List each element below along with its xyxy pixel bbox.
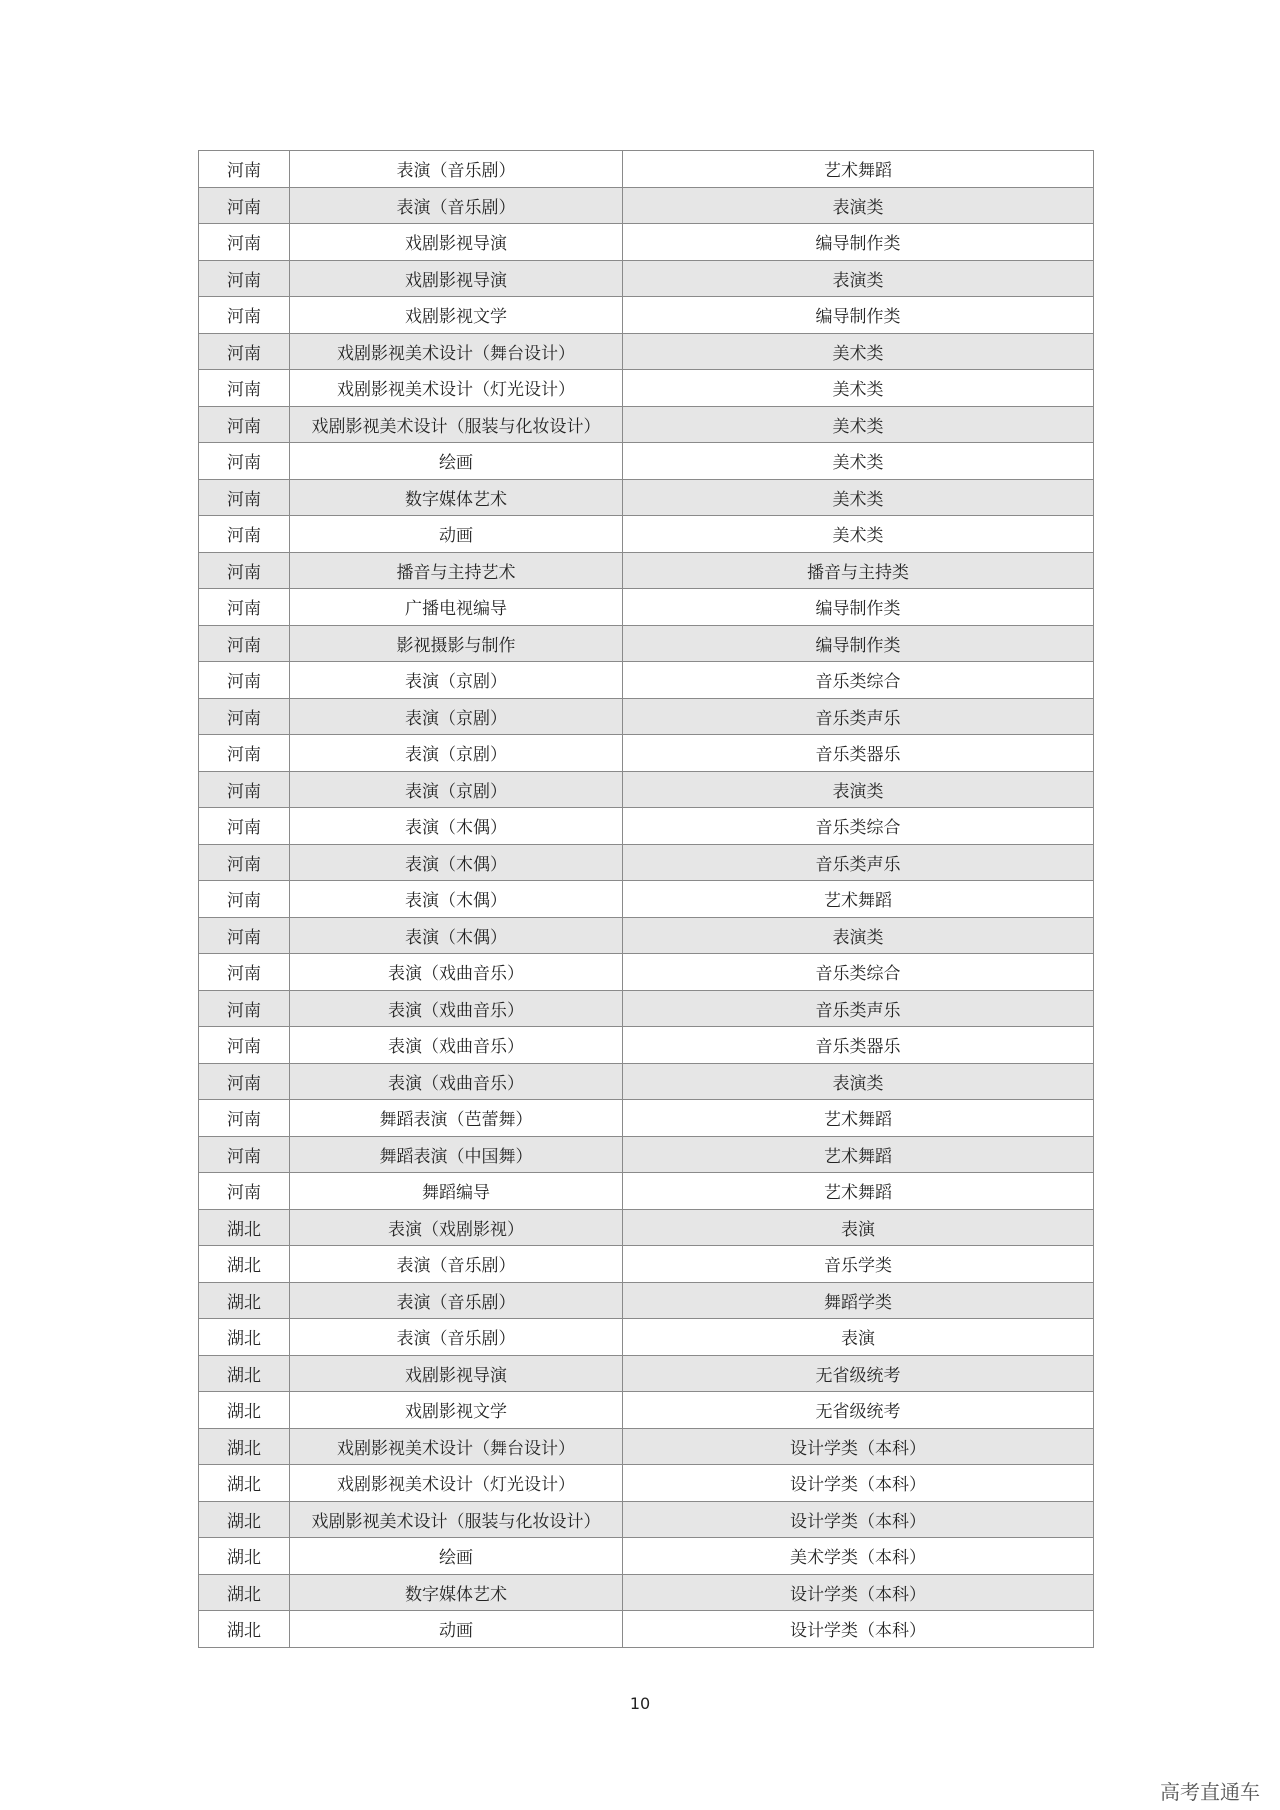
province-cell: 河南 xyxy=(199,808,290,845)
province-cell: 湖北 xyxy=(199,1209,290,1246)
major-cell: 动画 xyxy=(290,516,623,553)
major-cell: 表演（京剧） xyxy=(290,662,623,699)
table-row xyxy=(199,1100,1094,1137)
major-cell: 表演（木偶） xyxy=(290,917,623,954)
exam-category-cell: 表演类 xyxy=(623,771,1094,808)
major-cell: 戏剧影视导演 xyxy=(290,224,623,261)
major-cell: 戏剧影视美术设计（服装与化妆设计） xyxy=(290,1501,623,1538)
major-cell: 表演（音乐剧） xyxy=(290,1282,623,1319)
major-cell: 数字媒体艺术 xyxy=(290,1574,623,1611)
province-cell: 湖北 xyxy=(199,1392,290,1429)
table-row xyxy=(199,844,1094,881)
exam-category-cell: 设计学类（本科） xyxy=(623,1611,1094,1648)
exam-category-cell: 艺术舞蹈 xyxy=(623,1100,1094,1137)
exam-category-cell: 音乐类综合 xyxy=(623,662,1094,699)
exam-category-cell: 音乐类综合 xyxy=(623,954,1094,991)
exam-category-cell: 音乐类器乐 xyxy=(623,1027,1094,1064)
province-cell: 湖北 xyxy=(199,1319,290,1356)
province-cell: 湖北 xyxy=(199,1574,290,1611)
province-cell: 湖北 xyxy=(199,1501,290,1538)
major-cell: 戏剧影视美术设计（灯光设计） xyxy=(290,370,623,407)
table-row xyxy=(199,1209,1094,1246)
major-cell: 表演（京剧） xyxy=(290,698,623,735)
table-body xyxy=(199,151,1094,1648)
province-cell: 河南 xyxy=(199,406,290,443)
table-row xyxy=(199,698,1094,735)
province-cell: 河南 xyxy=(199,297,290,334)
watermark-text: 高考直通车 xyxy=(1160,1780,1260,1804)
province-cell: 河南 xyxy=(199,224,290,261)
province-cell: 湖北 xyxy=(199,1355,290,1392)
exam-category-cell: 艺术舞蹈 xyxy=(623,881,1094,918)
exam-category-cell: 设计学类（本科） xyxy=(623,1428,1094,1465)
exam-category-cell: 艺术舞蹈 xyxy=(623,1136,1094,1173)
table-row xyxy=(199,1538,1094,1575)
table-row xyxy=(199,589,1094,626)
exam-category-cell: 编导制作类 xyxy=(623,589,1094,626)
table-row xyxy=(199,662,1094,699)
exam-category-cell: 编导制作类 xyxy=(623,297,1094,334)
exam-category-cell: 表演 xyxy=(623,1319,1094,1356)
table-row xyxy=(199,1136,1094,1173)
major-cell: 戏剧影视美术设计（舞台设计） xyxy=(290,333,623,370)
table-row xyxy=(199,1428,1094,1465)
province-cell: 河南 xyxy=(199,881,290,918)
major-cell: 表演（戏曲音乐） xyxy=(290,990,623,1027)
exam-category-cell: 设计学类（本科） xyxy=(623,1574,1094,1611)
table-row xyxy=(199,1465,1094,1502)
table-row xyxy=(199,1027,1094,1064)
province-cell: 河南 xyxy=(199,844,290,881)
major-cell: 表演（木偶） xyxy=(290,881,623,918)
major-cell: 数字媒体艺术 xyxy=(290,479,623,516)
major-cell: 表演（戏曲音乐） xyxy=(290,954,623,991)
province-cell: 河南 xyxy=(199,1063,290,1100)
table-row xyxy=(199,406,1094,443)
exam-category-cell: 设计学类（本科） xyxy=(623,1465,1094,1502)
major-cell: 绘画 xyxy=(290,1538,623,1575)
major-cell: 戏剧影视导演 xyxy=(290,1355,623,1392)
major-cell: 表演（木偶） xyxy=(290,844,623,881)
major-cell: 表演（京剧） xyxy=(290,771,623,808)
exam-category-cell: 美术类 xyxy=(623,479,1094,516)
province-cell: 河南 xyxy=(199,552,290,589)
exam-category-cell: 表演类 xyxy=(623,917,1094,954)
table-row xyxy=(199,1063,1094,1100)
exam-category-cell: 美术类 xyxy=(623,333,1094,370)
province-cell: 河南 xyxy=(199,151,290,188)
province-cell: 河南 xyxy=(199,1136,290,1173)
major-cell: 绘画 xyxy=(290,443,623,480)
table-row xyxy=(199,990,1094,1027)
exam-category-cell: 表演类 xyxy=(623,187,1094,224)
province-cell: 湖北 xyxy=(199,1465,290,1502)
table-row xyxy=(199,1319,1094,1356)
major-cell: 戏剧影视文学 xyxy=(290,297,623,334)
table-row xyxy=(199,224,1094,261)
table-row xyxy=(199,954,1094,991)
major-cell: 动画 xyxy=(290,1611,623,1648)
table-row xyxy=(199,297,1094,334)
province-cell: 河南 xyxy=(199,443,290,480)
province-cell: 河南 xyxy=(199,479,290,516)
exam-category-cell: 舞蹈学类 xyxy=(623,1282,1094,1319)
exam-category-cell: 音乐类综合 xyxy=(623,808,1094,845)
table-row xyxy=(199,808,1094,845)
exam-category-cell: 表演类 xyxy=(623,1063,1094,1100)
exam-category-cell: 表演类 xyxy=(623,260,1094,297)
table-row xyxy=(199,1173,1094,1210)
table-row xyxy=(199,1282,1094,1319)
exam-category-cell: 无省级统考 xyxy=(623,1392,1094,1429)
major-category-table xyxy=(198,150,1094,1648)
exam-category-cell: 艺术舞蹈 xyxy=(623,151,1094,188)
exam-category-cell: 音乐学类 xyxy=(623,1246,1094,1283)
table-row xyxy=(199,516,1094,553)
major-cell: 戏剧影视美术设计（灯光设计） xyxy=(290,1465,623,1502)
province-cell: 河南 xyxy=(199,1027,290,1064)
table-row xyxy=(199,443,1094,480)
table-row xyxy=(199,771,1094,808)
province-cell: 河南 xyxy=(199,771,290,808)
major-cell: 表演（音乐剧） xyxy=(290,187,623,224)
province-cell: 河南 xyxy=(199,990,290,1027)
exam-category-cell: 音乐类声乐 xyxy=(623,698,1094,735)
major-cell: 表演（音乐剧） xyxy=(290,1246,623,1283)
exam-category-cell: 编导制作类 xyxy=(623,625,1094,662)
major-cell: 戏剧影视导演 xyxy=(290,260,623,297)
exam-category-cell: 美术类 xyxy=(623,370,1094,407)
province-cell: 湖北 xyxy=(199,1611,290,1648)
table-row xyxy=(199,333,1094,370)
province-cell: 湖北 xyxy=(199,1282,290,1319)
province-cell: 河南 xyxy=(199,589,290,626)
page-number: 10 xyxy=(629,1694,651,1713)
major-cell: 戏剧影视美术设计（舞台设计） xyxy=(290,1428,623,1465)
major-cell: 舞蹈表演（中国舞） xyxy=(290,1136,623,1173)
major-cell: 播音与主持艺术 xyxy=(290,552,623,589)
exam-category-cell: 设计学类（本科） xyxy=(623,1501,1094,1538)
province-cell: 河南 xyxy=(199,1100,290,1137)
province-cell: 湖北 xyxy=(199,1428,290,1465)
province-cell: 河南 xyxy=(199,370,290,407)
province-cell: 河南 xyxy=(199,954,290,991)
table-row xyxy=(199,260,1094,297)
major-cell: 表演（木偶） xyxy=(290,808,623,845)
province-cell: 河南 xyxy=(199,662,290,699)
table-row xyxy=(199,1355,1094,1392)
exam-category-cell: 美术学类（本科） xyxy=(623,1538,1094,1575)
province-cell: 湖北 xyxy=(199,1538,290,1575)
province-cell: 河南 xyxy=(199,625,290,662)
table-row xyxy=(199,187,1094,224)
major-cell: 表演（戏曲音乐） xyxy=(290,1063,623,1100)
exam-category-cell: 美术类 xyxy=(623,443,1094,480)
table-row xyxy=(199,625,1094,662)
table-row xyxy=(199,370,1094,407)
major-cell: 舞蹈编导 xyxy=(290,1173,623,1210)
table-row xyxy=(199,1501,1094,1538)
major-cell: 戏剧影视文学 xyxy=(290,1392,623,1429)
table-row xyxy=(199,479,1094,516)
exam-category-cell: 音乐类声乐 xyxy=(623,844,1094,881)
major-cell: 戏剧影视美术设计（服装与化妆设计） xyxy=(290,406,623,443)
exam-category-cell: 艺术舞蹈 xyxy=(623,1173,1094,1210)
table-row xyxy=(199,1574,1094,1611)
major-cell: 舞蹈表演（芭蕾舞） xyxy=(290,1100,623,1137)
province-cell: 河南 xyxy=(199,260,290,297)
major-cell: 表演（音乐剧） xyxy=(290,151,623,188)
table-row xyxy=(199,552,1094,589)
exam-category-cell: 音乐类声乐 xyxy=(623,990,1094,1027)
exam-category-cell: 美术类 xyxy=(623,516,1094,553)
table-row xyxy=(199,917,1094,954)
exam-category-cell: 播音与主持类 xyxy=(623,552,1094,589)
exam-category-cell: 无省级统考 xyxy=(623,1355,1094,1392)
table-row xyxy=(199,1392,1094,1429)
major-cell: 表演（戏剧影视） xyxy=(290,1209,623,1246)
exam-category-cell: 美术类 xyxy=(623,406,1094,443)
exam-category-cell: 表演 xyxy=(623,1209,1094,1246)
province-cell: 河南 xyxy=(199,917,290,954)
province-cell: 河南 xyxy=(199,735,290,772)
table-row xyxy=(199,1246,1094,1283)
major-cell: 表演（京剧） xyxy=(290,735,623,772)
table-row xyxy=(199,151,1094,188)
major-cell: 广播电视编导 xyxy=(290,589,623,626)
province-cell: 湖北 xyxy=(199,1246,290,1283)
major-cell: 表演（戏曲音乐） xyxy=(290,1027,623,1064)
exam-category-cell: 编导制作类 xyxy=(623,224,1094,261)
province-cell: 河南 xyxy=(199,333,290,370)
province-cell: 河南 xyxy=(199,516,290,553)
table-row xyxy=(199,881,1094,918)
table-row xyxy=(199,735,1094,772)
province-cell: 河南 xyxy=(199,698,290,735)
province-cell: 河南 xyxy=(199,1173,290,1210)
major-cell: 影视摄影与制作 xyxy=(290,625,623,662)
table-row xyxy=(199,1611,1094,1648)
exam-category-cell: 音乐类器乐 xyxy=(623,735,1094,772)
major-cell: 表演（音乐剧） xyxy=(290,1319,623,1356)
province-cell: 河南 xyxy=(199,187,290,224)
